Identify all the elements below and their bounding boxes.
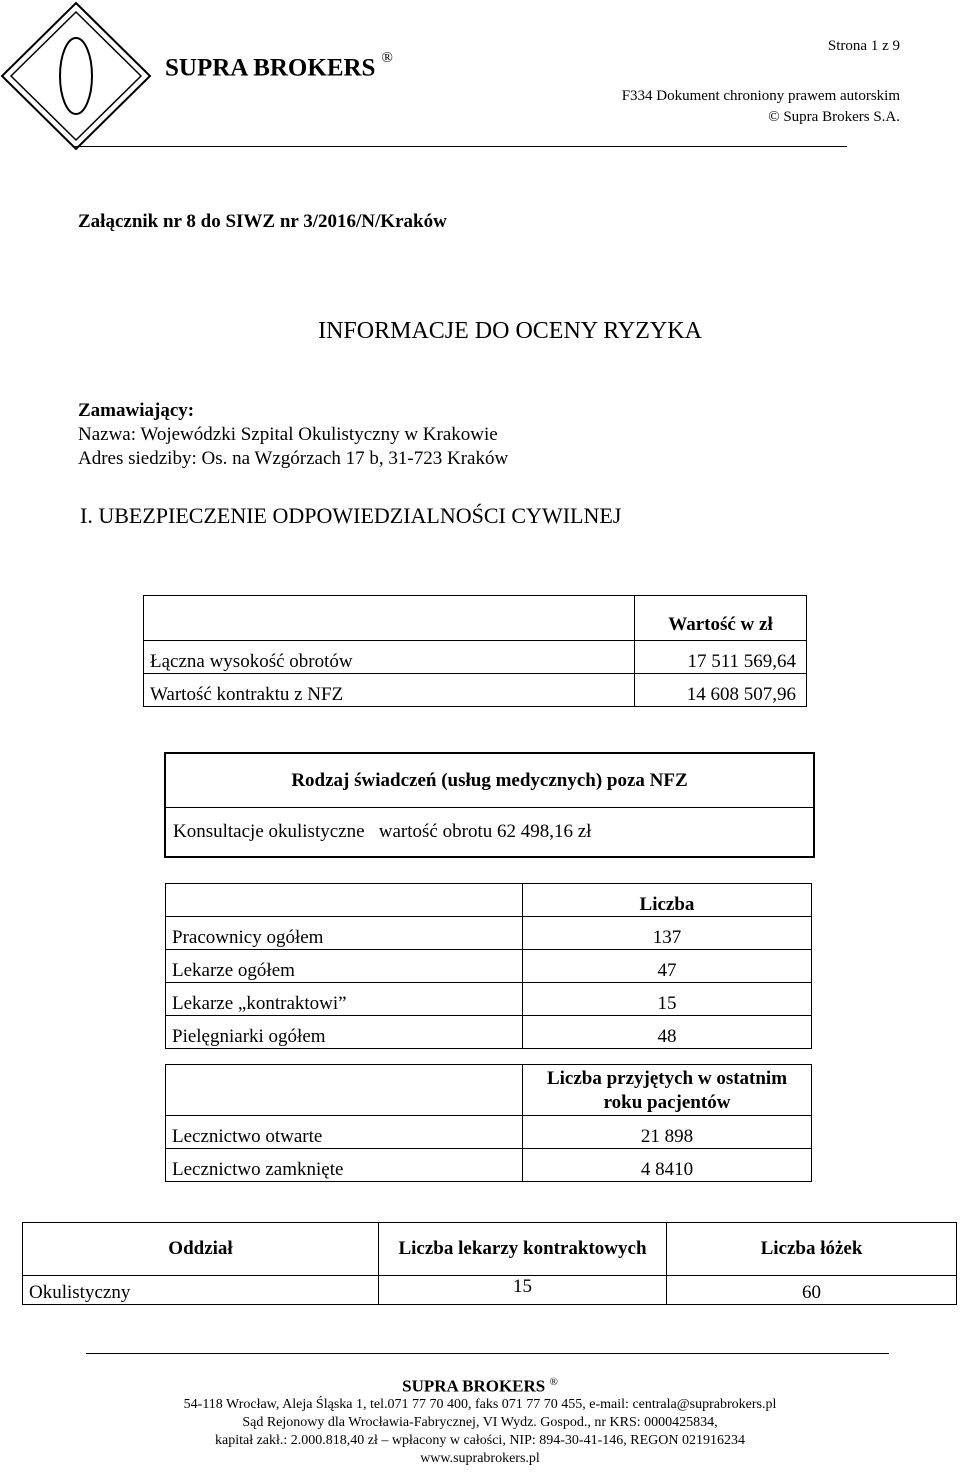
row-label: Okulistyczny	[23, 1276, 379, 1305]
table-row	[144, 596, 807, 641]
column-header-doctors: Liczba lekarzy kontraktowych	[379, 1223, 667, 1276]
client-label: Zamawiający:	[78, 400, 195, 421]
column-header-ward: Oddział	[23, 1223, 379, 1276]
row-value: 47	[523, 950, 812, 983]
row-value: 48	[523, 1016, 812, 1049]
row-label: Lekarze ogółem	[166, 950, 523, 983]
table-row	[144, 674, 807, 707]
row-label: Łączna wysokość obrotów	[144, 641, 635, 674]
table-row	[166, 1065, 812, 1116]
footer-website: www.suprabrokers.pl	[420, 1450, 540, 1466]
row-label: Pielęgniarki ogółem	[166, 1016, 523, 1049]
footer-divider	[86, 1353, 889, 1354]
header-brand: SUPRA BROKERS ®	[165, 50, 393, 82]
header-divider	[75, 146, 847, 147]
row-label: Lecznictwo otwarte	[166, 1116, 523, 1149]
footer-brand: SUPRA BROKERS ®	[402, 1376, 558, 1396]
copyright-note: F334 Dokument chroniony prawem autorskim © Supra Brokers S.A.	[621, 88, 900, 125]
table-row	[23, 1223, 957, 1276]
turnover-table	[143, 595, 807, 707]
page-number: Strona 1 z 9	[827, 38, 900, 54]
row-label: Pracownicy ogółem	[166, 917, 523, 950]
row-doctors: 15	[379, 1276, 667, 1305]
row-value: 17 511 569,64	[635, 641, 807, 674]
row-value: 137	[523, 917, 812, 950]
column-header-value: Wartość w zł	[635, 596, 807, 641]
footer	[0, 1373, 960, 1468]
annex-title: Załącznik nr 8 do SIWZ nr 3/2016/N/Kraków	[78, 211, 447, 232]
section-title: I. UBEZPIECZENIE ODPOWIEDZIALNOŚCI CYWILNEJ	[80, 503, 622, 528]
services-header: Rodzaj świadczeń (usług medycznych) poza NFZ	[291, 770, 688, 791]
client-name: Nazwa: Wojewódzki Szpital Okulistyczny w Krakowie	[78, 424, 498, 445]
footer-capital: kapitał zakł.: 2.000.818,40 zł – wpłacony w całości, NIP: 894-30-41-146, REGON 021916234	[215, 1432, 745, 1448]
client-address: Adres siedziby: Os. na Wzgórzach 17 b, 31-723 Kraków	[78, 448, 509, 469]
column-header-count: Liczba	[523, 884, 812, 917]
services-row: Konsultacje okulistyczne wartość obrotu 62 498,16 zł	[173, 821, 592, 842]
staff-table	[165, 883, 812, 1049]
row-value: 21 898	[523, 1116, 812, 1149]
row-value: 14 608 507,96	[635, 674, 807, 707]
table-row	[23, 1276, 957, 1305]
table-row	[166, 1016, 812, 1049]
footer-address: 54-118 Wrocław, Aleja Śląska 1, tel.071 77 70 400, faks 071 77 70 455, e-mail: centrala@suprabrokers.pl	[183, 1396, 777, 1412]
column-header-patients: Liczba przyjętych w ostatnim roku pacjentów	[523, 1065, 812, 1116]
column-header-beds: Liczba łóżek	[667, 1223, 957, 1276]
row-label: Lecznictwo zamknięte	[166, 1149, 523, 1182]
row-value: 4 8410	[523, 1149, 812, 1182]
main-title: INFORMACJE DO OCENY RYZYKA	[318, 318, 702, 344]
table-row	[166, 950, 812, 983]
row-value: 15	[523, 983, 812, 1016]
table-row	[166, 1116, 812, 1149]
table-row	[166, 1149, 812, 1182]
row-beds: 60	[667, 1276, 957, 1305]
company-logo	[0, 0, 165, 150]
services-table	[164, 752, 815, 858]
ward-table	[22, 1222, 957, 1305]
table-row	[166, 983, 812, 1016]
table-row	[144, 641, 807, 674]
table-row	[166, 884, 812, 917]
footer-court: Sąd Rejonowy dla Wrocławia-Fabrycznej, VI Wydz. Gospod., nr KRS: 0000425834,	[242, 1414, 718, 1430]
row-label: Wartość kontraktu z NFZ	[144, 674, 635, 707]
row-label: Lekarze „kontraktowi”	[166, 983, 523, 1016]
table-row	[166, 917, 812, 950]
patients-table	[165, 1064, 812, 1182]
client-info	[78, 399, 508, 471]
services-divider	[166, 807, 813, 808]
